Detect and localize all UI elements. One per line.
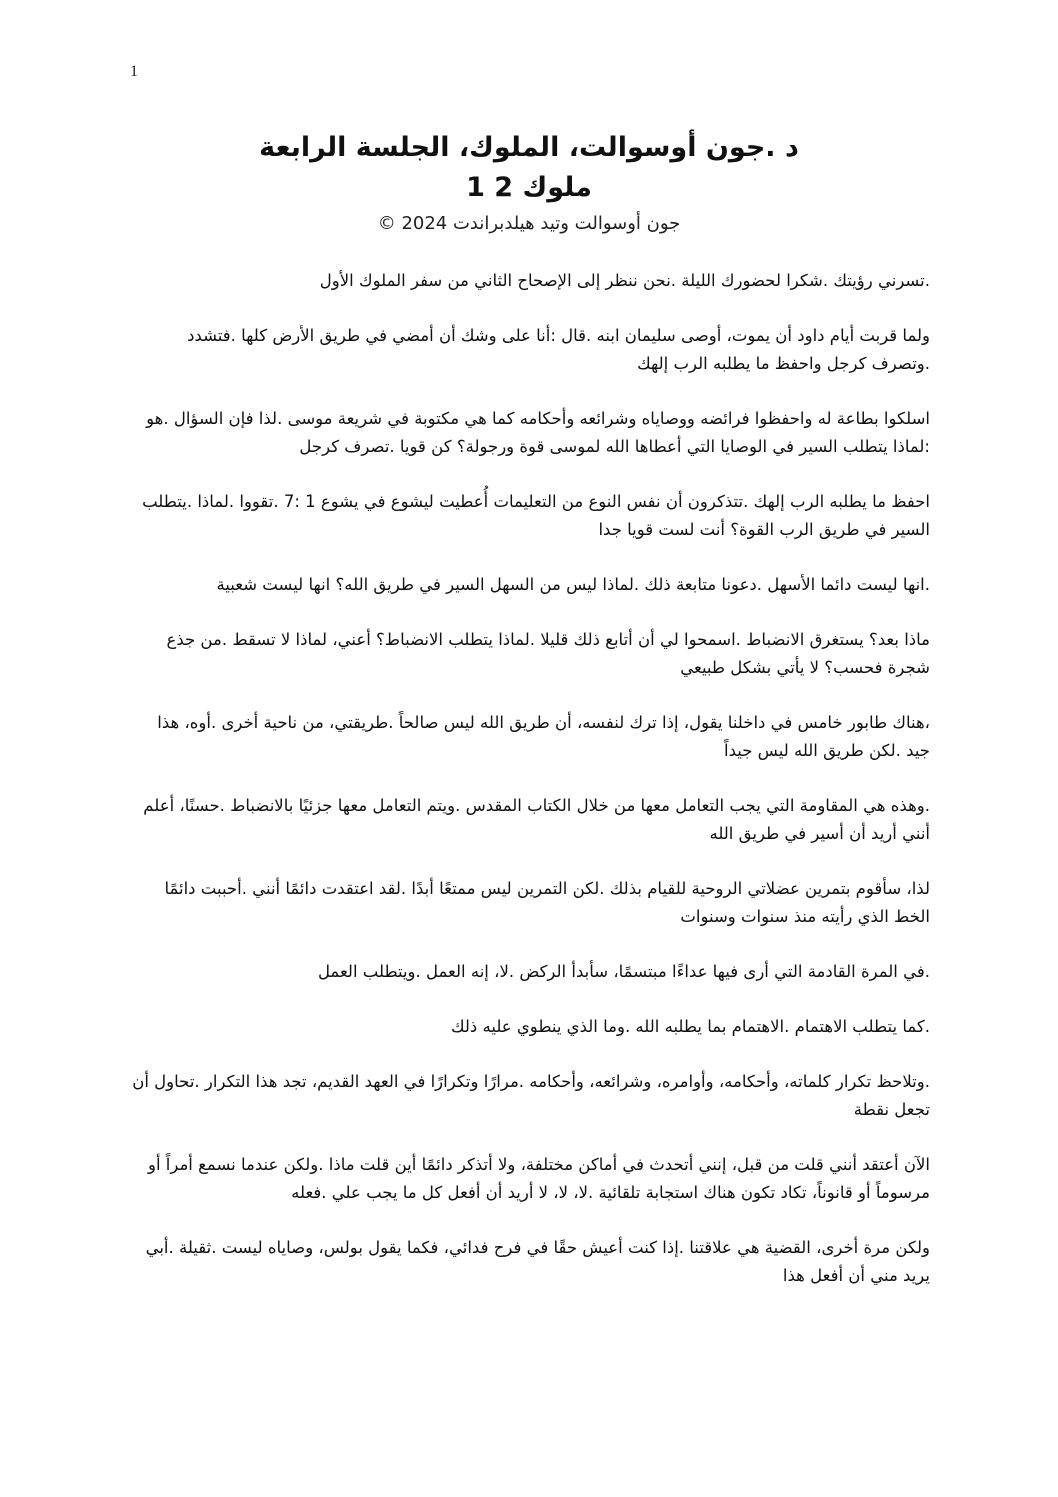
document-header xyxy=(0,128,1058,238)
paragraph: .وتلاحظ تكرار كلماته، وأحكامه، وأوامره، وشرائعه، وأحكامه .مرارًا وتكرارًا في العهد القديم، تجد هذا التكرار .تحاول أن تجعل نقطة xyxy=(132,1072,930,1119)
paragraph: .كما يتطلب الاهتمام .الاهتمام بما يطلبه الله .وما الذي ينطوي عليه ذلك xyxy=(450,1017,930,1036)
paragraph: لذا، سأقوم بتمرين عضلاتي الروحية للقيام بذلك .لكن التمرين ليس ممتعًا أبدًا .لقد اعتقدت دائمًا أنني .أحببت دائمًا الخط الذي رأيته منذ سنوات وسنوات xyxy=(164,879,930,926)
copyright-line: جون أوسوالت وتيد هيلدبراندت 2024 © xyxy=(377,213,681,234)
paragraph: الآن أعتقد أنني قلت من قبل، إنني أتحدث في أماكن مختلفة، ولا أتذكر دائمًا أين قلت ماذا .ولكن عندما نسمع أمراً أو مرسوماً أو قانوناً، تكاد تكون هناك استجابة تلقائية .لا، لا، لا أريد أن أفعل كل ما يجب علي .فعله xyxy=(147,1155,930,1202)
paragraph: ،هناك طابور خامس في داخلنا يقول، إذا ترك لنفسه، أن طريق الله ليس صالحاً .طريقتي، من ناحية أخرى .أوه، هذا جيد .لكن طريق الله ليس جيداً xyxy=(157,713,930,760)
paragraph: اسلكوا بطاعة له واحفظوا فرائضه ووصاياه وشرائعه وأحكامه كما هي مكتوبة في شريعة موسى .لذا فإن السؤال .هو :لماذا يتطلب السير في الوصايا التي أعطاها الله لموسى قوة ورجولة؟ كن قويا .تصرف كرجل xyxy=(146,409,930,456)
paragraph: احفظ ما يطلبه الرب إلهك .تتذكرون أن نفس النوع من التعليمات أُعطيت ليشوع في يشوع 1 :7 .تقووا .لماذا .يتطلب السير في طريق الرب القوة؟ أنت لست قويا جدا xyxy=(142,492,930,539)
document-body xyxy=(130,267,930,1317)
paragraph: ولما قربت أيام داود أن يموت، أوصى سليمان ابنه .قال :أنا على وشك أن أمضي في طريق الأرض كلها .فتشدد .وتصرف كرجل واحفظ ما يطلبه الرب إلهك xyxy=(187,326,930,373)
document-subtitle: ملوك 2 1 xyxy=(466,172,592,203)
page-number: 1 xyxy=(130,63,138,80)
paragraph: .انها ليست دائما الأسهل .دعونا متابعة ذلك .لماذا ليس من السهل السير في طريق الله؟ انها ليست شعبية xyxy=(216,575,930,594)
document-title: د .جون أوسوالت، الملوك، الجلسة الرابعة xyxy=(259,132,799,163)
paragraph: .تسرني رؤيتك .شكرا لحضورك الليلة .نحن ننظر إلى الإصحاح الثاني من سفر الملوك الأول xyxy=(319,271,930,290)
paragraph: .وهذه هي المقاومة التي يجب التعامل معها من خلال الكتاب المقدس .ويتم التعامل معها جزئيًا بالانضباط .حسنًا، أعلم أنني أريد أن أسير في طريق الله xyxy=(143,796,930,843)
paragraph: .في المرة القادمة التي أرى فيها عداءًا مبتسمًا، سأبدأ الركض .لا، إنه العمل .ويتطلب العمل xyxy=(317,962,930,981)
paragraph: ولكن مرة أخرى، القضية هي علاقتنا .إذا كنت أعيش حقًا في فرح فدائي، فكما يقول بولس، وصاياه ليست .ثقيلة .أبي يريد مني أن أفعل هذا xyxy=(145,1238,930,1285)
paragraph: ماذا بعد؟ يستغرق الانضباط .اسمحوا لي أن أتابع ذلك قليلا .لماذا يتطلب الانضباط؟ أعني، لماذا لا تسقط .من جذع شجرة فحسب؟ لا يأتي بشكل طبيعي xyxy=(166,630,930,677)
